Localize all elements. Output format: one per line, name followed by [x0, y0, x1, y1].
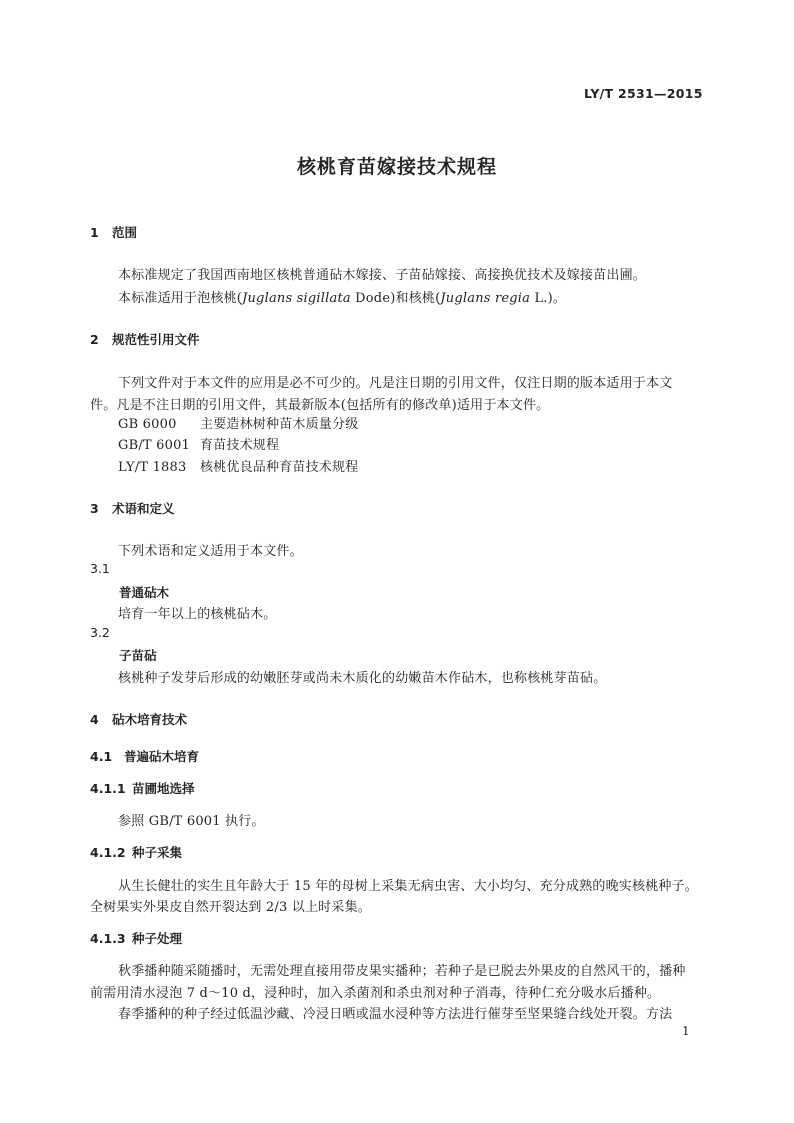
section-number: 2 — [90, 332, 99, 347]
term-definition: 核桃种子发芽后形成的幼嫩胚芽或尚未木质化的幼嫩苗木作砧木，也称核桃芽苗砧。 — [118, 671, 607, 686]
reference-name: 核桃优良品种育苗技术规程 — [200, 460, 359, 475]
paragraph: 春季播种的种子经过低温沙藏、冷浸日晒或温水浸种等方法进行催芽至坚果缝合线处开裂。方法 — [118, 1007, 673, 1022]
text: L.)。 — [530, 291, 567, 306]
reference-code: LY/T 1883 — [118, 460, 187, 475]
section-title: 范围 — [112, 225, 138, 240]
document-title: 核桃育苗嫁接技术规程 — [296, 156, 497, 178]
subsection-title: 普遍砧木培育 — [124, 749, 200, 764]
term-number: 3.2 — [90, 625, 110, 640]
page-number: 1 — [682, 1024, 690, 1038]
section-number: 1 — [90, 225, 99, 240]
text: 本标准适用于泡核桃( — [118, 291, 243, 306]
section-title: 规范性引用文件 — [112, 332, 200, 347]
subsection-4-1-3-heading — [90, 929, 182, 947]
species-name: Juglans regia — [440, 291, 531, 306]
standard-code: LY/T 2531—2015 — [584, 86, 703, 101]
term-name: 子苗砧 — [119, 648, 157, 663]
paragraph: 下列文件对于本文件的应用是必不可少的。凡是注日期的引用文件，仅注日期的版本适用于本文 — [118, 376, 673, 391]
section-title: 术语和定义 — [112, 501, 175, 516]
reference-name: 主要造林树种苗木质量分级 — [200, 417, 359, 432]
species-name: Juglans sigillata — [242, 291, 351, 306]
reference-item — [118, 456, 358, 475]
section-number: 4 — [90, 712, 99, 727]
section-number: 3 — [90, 501, 99, 516]
paragraph: 前需用清水浸泡 7 d～10 d，浸种时，加入杀菌剂和杀虫剂对种子消毒，待种仁充分吸水后播种。 — [90, 986, 661, 1001]
subsection-title: 种子采集 — [132, 845, 183, 860]
reference-item — [118, 434, 279, 453]
paragraph: 本标准规定了我国西南地区核桃普通砧木嫁接、子苗砧嫁接、高接换优技术及嫁接苗出圃。 — [118, 268, 647, 283]
reference-code: GB/T 6001 — [118, 438, 191, 453]
term-number: 3.1 — [90, 561, 110, 576]
paragraph: 参照 GB/T 6001 执行。 — [118, 814, 265, 829]
subsection-number: 4.1.2 — [90, 845, 126, 860]
reference-item — [118, 413, 358, 432]
paragraph: 下列术语和定义适用于本文件。 — [118, 544, 303, 559]
term-definition: 培育一年以上的核桃砧木。 — [118, 607, 277, 622]
subsection-title: 种子处理 — [132, 931, 183, 946]
paragraph — [118, 287, 566, 306]
subsection-title: 苗圃地选择 — [132, 781, 195, 796]
reference-code: GB 6000 — [118, 417, 177, 432]
section-4-heading — [90, 710, 187, 728]
paragraph: 件。凡是不注日期的引用文件，其最新版本(包括所有的修改单)适用于本文件。 — [90, 398, 550, 413]
subsection-number: 4.1.3 — [90, 931, 126, 946]
section-1-heading — [90, 223, 137, 241]
section-title: 砧木培育技术 — [112, 712, 188, 727]
paragraph: 秋季播种随采随播时，无需处理直接用带皮果实播种；若种子是已脱去外果皮的自然风干的，播种 — [118, 964, 686, 979]
term-name: 普通砧木 — [119, 585, 170, 600]
subsection-4-1-heading — [90, 747, 199, 765]
subsection-4-1-1-heading — [90, 779, 195, 797]
reference-name: 育苗技术规程 — [200, 438, 280, 453]
section-3-heading — [90, 499, 175, 517]
paragraph: 全树果实外果皮自然开裂达到 2/3 以上时采集。 — [90, 900, 371, 915]
subsection-number: 4.1 — [90, 749, 113, 764]
paragraph: 从生长健壮的实生且年龄大于 15 年的母树上采集无病虫害、大小均匀、充分成熟的晚实核桃种子。 — [118, 879, 699, 894]
section-2-heading — [90, 330, 200, 348]
text: Dode)和核桃( — [350, 291, 441, 306]
subsection-number: 4.1.1 — [90, 781, 126, 796]
subsection-4-1-2-heading — [90, 843, 182, 861]
